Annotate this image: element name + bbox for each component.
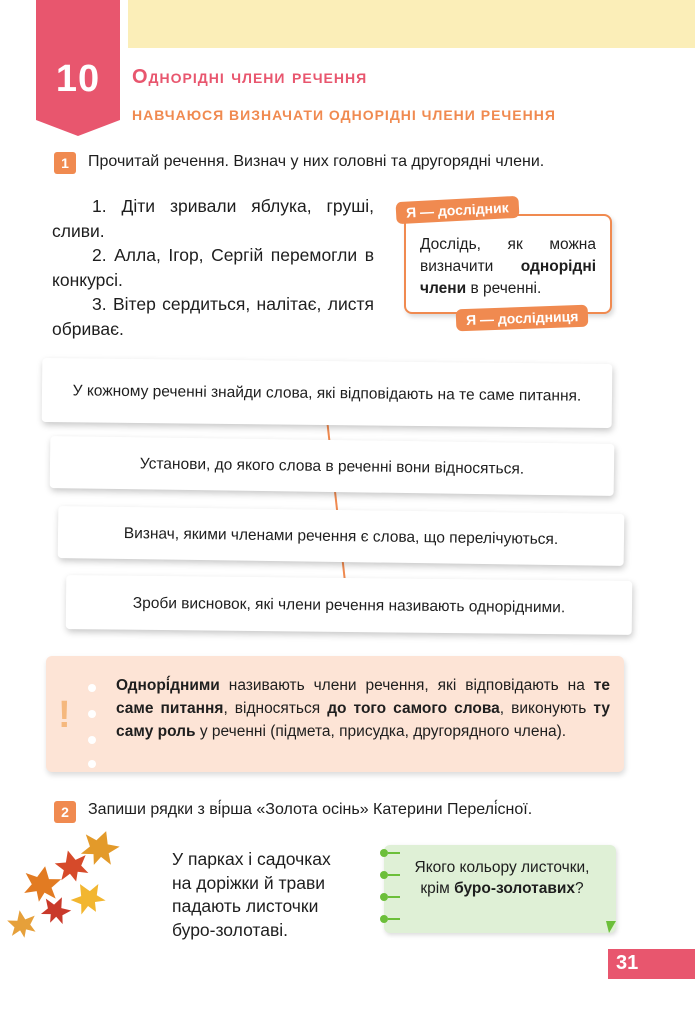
lesson-subtitle: НАВЧАЮСЯ ВИЗНАЧАТИ ОДНОРІДНІ ЧЛЕНИ РЕЧЕННЯ [132,107,556,123]
rule-dot [88,684,96,692]
task-1-instruction: Прочитай речення. Визнач у них головні та другорядні члени. [88,153,545,170]
task-2-instruction: Запиши рядки з ві́рша «Золота осінь» Катерини Перелі́сної. [88,801,533,818]
step-card-1: У кожному реченні знайди слова, які відповідають на те саме питання. [42,358,613,428]
corner-marker-icon [606,921,618,935]
sentence-2: 2. Алла, Ігор, Сергій перемогли в конкурсі. [52,245,374,290]
step-card-4: Зроби висновок, які члени речення називають однорідними. [66,575,633,635]
page-number: 31 [616,952,639,974]
sentence-3: 3. Вітер сердиться, налітає, листя обриває. [52,294,374,339]
poem-line: У парках і садочках [172,849,331,869]
rule-dot [88,760,96,768]
rule-text: Однорі́дними називають члени речення, які відповідають на те саме питання, відносяться до того самого слова, виконують ту саму роль у реченні (підмета, присудка, другорядного члена). [116,677,610,740]
question-dot [380,915,388,923]
question-dot [380,849,388,857]
step-card-2: Установи, до якого слова в реченні вони відносяться. [50,436,615,496]
task-number-1: 1 [54,152,76,174]
researcher-text: Дослідь, як можна визначити однорідні члени в реченні. [420,236,596,297]
lesson-title: Однорідні члени речення [132,66,368,88]
question-text: Якого кольору листочки, крім буро-золотавих? [414,859,590,897]
lesson-number: 10 [55,58,101,100]
researcher-tag-male: Я — дослідник [396,196,520,224]
task-number-2: 2 [54,801,76,823]
poem-lines [172,848,331,942]
researcher-tag-female: Я — дослідниця [456,305,589,332]
exclamation-icon: ! [58,694,71,736]
poem-line: падають листочки [172,896,319,916]
question-dot [380,871,388,879]
step-card-3: Визнач, якими членами речення є слова, що перелічуються. [58,506,625,566]
question-box [384,845,616,933]
sentence-1: 1. Діти зривали яблука, груші, сливи. [52,196,374,241]
rule-box [46,656,624,772]
rule-dot [88,710,96,718]
page-number-badge [608,949,695,979]
question-dot [380,893,388,901]
poem-line: на доріжки й трави [172,872,326,893]
rule-dot [88,736,96,744]
autumn-leaves-icon [0,826,140,946]
poem-line: буро-золотаві. [172,919,289,940]
